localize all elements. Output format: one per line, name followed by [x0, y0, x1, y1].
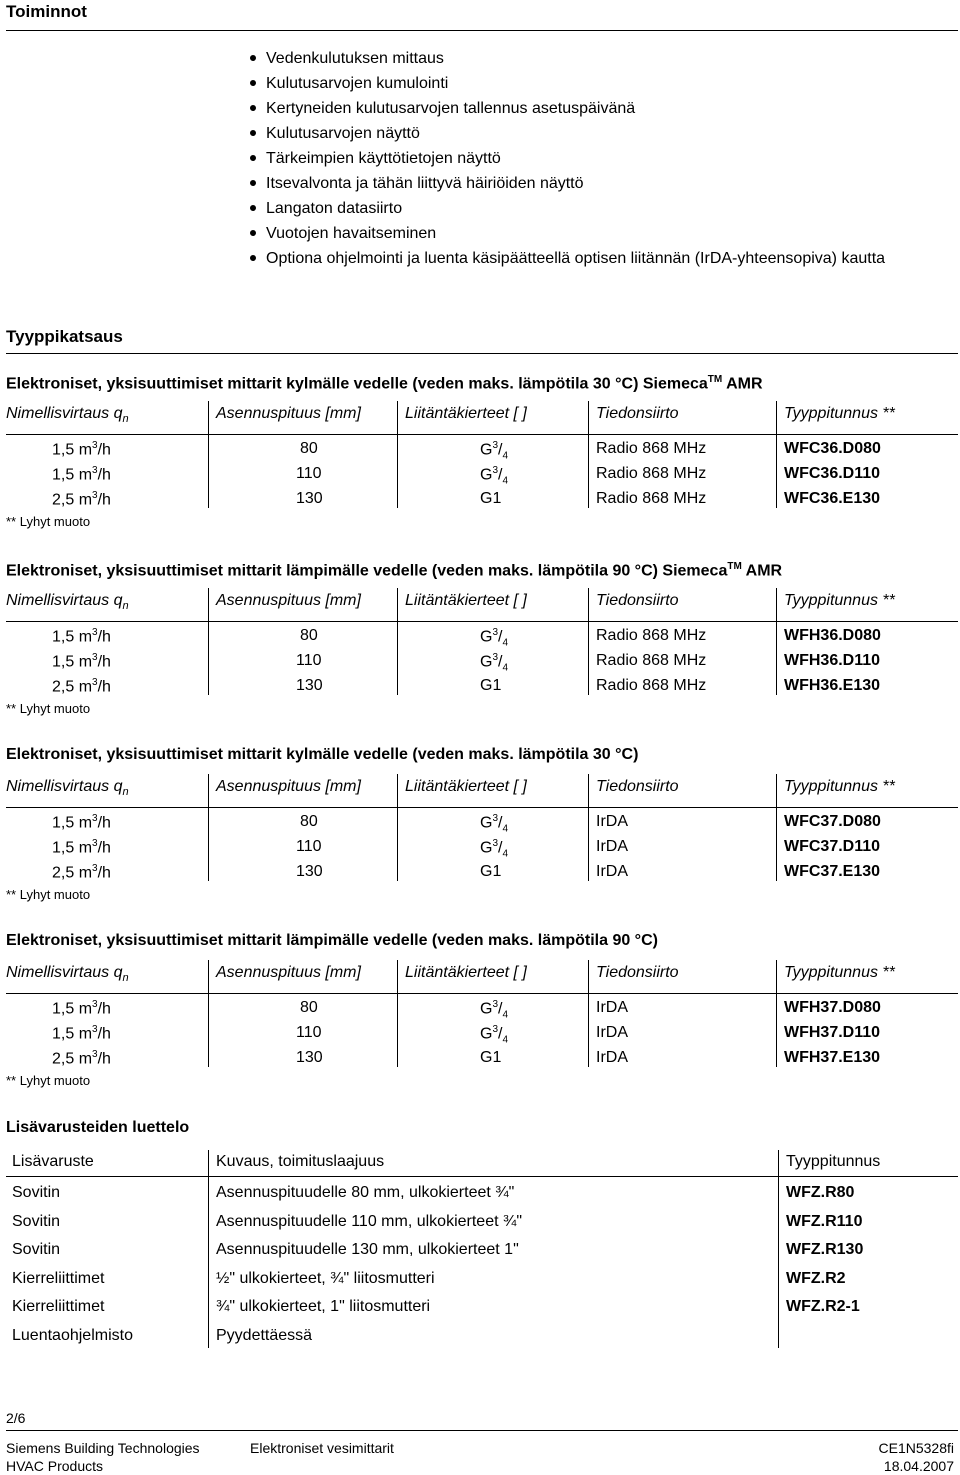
column-header-type	[784, 964, 895, 982]
subscript: n	[122, 600, 129, 613]
column-header: Tyyppitunnus	[786, 1153, 881, 1170]
subscript: 4	[502, 637, 509, 649]
column-header-transfer	[596, 964, 679, 982]
length-cell: 80	[300, 999, 318, 1016]
fraction-slash: /	[498, 628, 503, 646]
flow-value: 1,5 m	[52, 628, 93, 646]
column-header-thread	[405, 964, 527, 982]
column-header-thread	[405, 592, 527, 610]
section-title	[6, 374, 763, 393]
superscript: 3	[92, 490, 98, 501]
fraction-slash: /	[498, 1025, 503, 1043]
thread-letter: G	[480, 628, 493, 646]
header-text: Tyyppitunnus **	[784, 778, 895, 795]
subscript: n	[122, 413, 129, 426]
length-cell: 80	[300, 440, 318, 457]
type-code-cell: WFC37.D080	[784, 813, 881, 830]
column-divider	[208, 1150, 209, 1348]
flow-unit: /h	[97, 1050, 111, 1068]
thread-cell	[480, 999, 508, 1021]
column-header-transfer	[596, 778, 679, 796]
subscript: 4	[502, 848, 509, 860]
length-cell: 110	[296, 1024, 322, 1041]
transfer-cell: IrDA	[596, 999, 628, 1016]
type-code-cell: WFH37.D110	[784, 1024, 881, 1041]
accessory-name: Sovitin	[12, 1184, 61, 1201]
section-title-text: Elektroniset, yksisuuttimiset mittarit lämpimälle vedelle (veden maks. lämpötila 90 °C) Siemeca	[6, 562, 728, 580]
fraction-slash: /	[498, 814, 503, 832]
header-text: Asennuspituus [mm]	[216, 964, 361, 981]
fraction-slash: /	[498, 653, 503, 671]
superscript: 3	[92, 440, 98, 451]
header-text: Nimellisvirtaus q	[6, 592, 123, 609]
superscript: 3	[92, 1049, 98, 1060]
accessory-description: ½" ulkokierteet, ¾" liitosmutteri	[216, 1269, 435, 1287]
length-cell: 130	[296, 490, 323, 507]
superscript: 3	[92, 465, 98, 476]
footnote: ** Lyhyt muoto	[6, 1073, 91, 1088]
column-header-thread	[405, 405, 527, 423]
column-divider	[776, 774, 777, 881]
length-cell: 110	[296, 465, 322, 482]
column-divider	[588, 401, 589, 508]
section-title-suffix: AMR	[722, 375, 763, 393]
divider	[6, 621, 958, 622]
fraction-slash: /	[498, 1000, 503, 1018]
length-cell: 80	[300, 627, 318, 644]
column-divider	[397, 588, 398, 695]
superscript: 3	[92, 627, 98, 638]
accessory-name: Luentaohjelmisto	[12, 1326, 133, 1344]
flow-cell	[52, 838, 111, 857]
header-text: Liitäntäkierteet [ ]	[405, 592, 527, 609]
subscript: 4	[502, 1034, 509, 1046]
superscript: 3	[492, 813, 499, 824]
transfer-cell: Radio 868 MHz	[596, 440, 707, 457]
column-header-type	[784, 592, 895, 610]
accessory-name: Kierreliittimet	[12, 1298, 105, 1315]
thread-cell	[480, 627, 508, 649]
footer-company: Siemens Building Technologies	[6, 1440, 200, 1456]
superscript: 3	[92, 652, 98, 663]
flow-cell	[52, 1024, 111, 1043]
superscript: 3	[492, 627, 499, 638]
column-header-type	[784, 405, 895, 423]
accessory-description: Asennuspituudelle 130 mm, ulkokierteet 1"	[216, 1241, 519, 1258]
column-divider	[397, 960, 398, 1067]
transfer-cell: IrDA	[596, 1049, 628, 1066]
section-title	[6, 746, 638, 764]
header-text: Liitäntäkierteet [ ]	[405, 778, 527, 795]
transfer-cell: Radio 868 MHz	[596, 490, 707, 507]
flow-value: 2,5 m	[52, 491, 93, 509]
fraction-slash: /	[498, 466, 503, 484]
flow-unit: /h	[97, 653, 111, 671]
superscript: 3	[92, 863, 98, 874]
column-divider	[776, 588, 777, 695]
heading-lisavarusteet: Lisävarusteiden luettelo	[6, 1119, 190, 1136]
list-item: Kulutusarvojen näyttö	[250, 121, 930, 146]
thread-value: G1	[480, 863, 502, 880]
subscript: n	[122, 786, 129, 799]
header-text: Tyyppitunnus **	[784, 405, 895, 422]
column-divider	[397, 401, 398, 508]
transfer-cell: IrDA	[596, 863, 628, 880]
heading-toiminnot: Toiminnot	[6, 2, 87, 21]
type-code-cell: WFH36.D110	[784, 652, 881, 669]
column-divider	[588, 774, 589, 881]
list-item: Kulutusarvojen kumulointi	[250, 71, 930, 96]
type-code-cell: WFC36.E130	[784, 490, 881, 507]
flow-unit: /h	[97, 491, 111, 509]
length-cell: 130	[296, 1049, 323, 1066]
column-header: Lisävaruste	[12, 1153, 94, 1170]
column-divider	[397, 774, 398, 881]
superscript: 3	[92, 677, 98, 688]
subscript: 4	[502, 475, 509, 487]
divider	[6, 1430, 958, 1431]
header-text: Tiedonsiirto	[596, 405, 679, 422]
superscript: 3	[92, 813, 98, 824]
section-title	[6, 932, 658, 950]
type-code-cell: WFH37.D080	[784, 999, 881, 1016]
flow-cell	[52, 1049, 111, 1068]
column-divider	[588, 588, 589, 695]
length-cell: 110	[296, 652, 322, 669]
list-item: Vuotojen havaitseminen	[250, 221, 930, 246]
accessory-type-code: WFZ.R130	[786, 1241, 864, 1258]
superscript: 3	[92, 838, 98, 849]
column-header-transfer	[596, 592, 679, 610]
page-number: 2/6	[6, 1410, 26, 1426]
thread-letter: G	[480, 839, 493, 857]
header-text: Asennuspituus [mm]	[216, 592, 361, 609]
divider	[6, 353, 958, 354]
footnote: ** Lyhyt muoto	[6, 701, 91, 716]
heading-tyyppikatsaus: Tyyppikatsaus	[6, 327, 123, 346]
column-header-length	[216, 964, 361, 982]
transfer-cell: IrDA	[596, 813, 628, 830]
column-header-flow	[6, 592, 129, 612]
thread-letter: G	[480, 441, 493, 459]
column-header: Kuvaus, toimituslaajuus	[216, 1153, 385, 1170]
type-code-cell: WFH36.D080	[784, 627, 881, 644]
fraction-slash: /	[498, 839, 503, 857]
thread-letter: G	[480, 814, 493, 832]
column-divider	[776, 401, 777, 508]
transfer-cell: Radio 868 MHz	[596, 652, 707, 669]
column-divider	[778, 1150, 779, 1348]
accessory-description: Asennuspituudelle 110 mm, ulkokierteet ¾"	[216, 1212, 522, 1230]
flow-value: 1,5 m	[52, 839, 93, 857]
length-cell: 80	[300, 813, 318, 830]
footer-doc-title: Elektroniset vesimittarit	[250, 1440, 394, 1456]
subscript: 4	[502, 450, 509, 462]
subscript: n	[122, 972, 129, 985]
divider	[6, 807, 958, 808]
thread-value: G1	[480, 490, 502, 507]
trademark: TM	[707, 374, 723, 385]
header-text: Nimellisvirtaus q	[6, 964, 123, 981]
list-item: Vedenkulutuksen mittaus	[250, 46, 930, 71]
list-item: Optiona ohjelmointi ja luenta käsipäätteellä optisen liitännän (IrDA-yhteensopiva) kautta	[250, 246, 930, 271]
subscript: 4	[502, 823, 509, 835]
type-code-cell: WFC36.D110	[784, 465, 881, 482]
flow-value: 1,5 m	[52, 466, 93, 484]
section-title	[6, 561, 782, 580]
thread-cell	[480, 465, 508, 487]
superscript: 3	[492, 440, 499, 451]
accessory-type-code: WFZ.R110	[786, 1212, 863, 1230]
header-text: Liitäntäkierteet [ ]	[405, 405, 527, 422]
type-code-cell: WFC36.D080	[784, 440, 881, 457]
flow-cell	[52, 999, 111, 1018]
thread-letter: G	[480, 466, 493, 484]
column-divider	[208, 588, 209, 695]
type-code-cell: WFC37.E130	[784, 863, 881, 880]
transfer-cell: Radio 868 MHz	[596, 677, 707, 694]
type-code-cell: WFC37.D110	[784, 838, 881, 855]
superscript: 3	[492, 1024, 499, 1035]
flow-value: 2,5 m	[52, 864, 93, 882]
footnote: ** Lyhyt muoto	[6, 887, 91, 902]
header-text: Tiedonsiirto	[596, 964, 679, 981]
fraction-slash: /	[498, 441, 503, 459]
thread-cell	[480, 652, 508, 674]
trademark: TM	[727, 561, 742, 572]
footer-doc-id: CE1N5328fi	[878, 1440, 954, 1456]
thread-cell	[480, 677, 501, 695]
accessory-name: Sovitin	[12, 1212, 61, 1230]
list-item: Kertyneiden kulutusarvojen tallennus asetuspäivänä	[250, 96, 930, 121]
flow-value: 2,5 m	[52, 678, 93, 696]
list-item: Langaton datasiirto	[250, 196, 930, 221]
flow-cell	[52, 652, 111, 671]
thread-cell	[480, 490, 501, 508]
accessory-type-code: WFZ.R2	[786, 1269, 846, 1287]
section-title-suffix: AMR	[741, 562, 783, 580]
accessory-type-code: WFZ.R2-1	[786, 1298, 860, 1315]
flow-value: 1,5 m	[52, 1025, 93, 1043]
thread-cell	[480, 813, 508, 835]
divider	[6, 434, 958, 435]
flow-value: 2,5 m	[52, 1050, 93, 1068]
section-title-text: Elektroniset, yksisuuttimiset mittarit kylmälle vedelle (veden maks. lämpötila 30 °C) Siemeca	[6, 375, 708, 393]
column-header-length	[216, 592, 361, 610]
header-text: Tyyppitunnus **	[784, 592, 895, 609]
footer-date: 18.04.2007	[883, 1458, 954, 1474]
header-text: Tiedonsiirto	[596, 592, 679, 609]
accessory-description: Asennuspituudelle 80 mm, ulkokierteet ¾"	[216, 1184, 515, 1201]
column-header-flow	[6, 964, 129, 984]
column-divider	[588, 960, 589, 1067]
accessory-name: Sovitin	[12, 1241, 61, 1258]
transfer-cell: Radio 868 MHz	[596, 627, 707, 644]
header-text: Liitäntäkierteet [ ]	[405, 964, 527, 981]
flow-unit: /h	[97, 678, 111, 696]
footer-division: HVAC Products	[6, 1458, 103, 1474]
header-text: Tiedonsiirto	[596, 778, 679, 795]
thread-cell	[480, 1049, 501, 1067]
flow-unit: /h	[97, 864, 111, 882]
column-header-transfer	[596, 405, 679, 423]
transfer-cell: IrDA	[596, 838, 628, 855]
header-text: Asennuspituus [mm]	[216, 405, 361, 422]
transfer-cell: IrDA	[596, 1024, 628, 1041]
header-text: Nimellisvirtaus q	[6, 778, 123, 795]
divider	[6, 993, 958, 994]
flow-unit: /h	[97, 814, 111, 832]
thread-letter: G	[480, 653, 493, 671]
superscript: 3	[492, 652, 499, 663]
thread-letter: G	[480, 1025, 493, 1043]
flow-cell	[52, 813, 111, 832]
divider	[6, 1176, 958, 1177]
column-header-length	[216, 405, 361, 423]
flow-cell	[52, 863, 111, 882]
accessory-description: ¾" ulkokierteet, 1" liitosmutteri	[216, 1298, 431, 1315]
feature-list	[250, 46, 930, 271]
type-code-cell: WFH37.E130	[784, 1049, 881, 1066]
superscript: 3	[92, 1024, 98, 1035]
accessory-type-code: WFZ.R80	[786, 1184, 855, 1201]
thread-letter: G	[480, 1000, 493, 1018]
accessory-name: Kierreliittimet	[12, 1269, 105, 1287]
flow-cell	[52, 490, 111, 509]
flow-cell	[52, 465, 111, 484]
flow-unit: /h	[97, 1000, 111, 1018]
flow-unit: /h	[97, 1025, 111, 1043]
thread-cell	[480, 838, 508, 860]
subscript: 4	[502, 662, 509, 674]
thread-value: G1	[480, 1049, 502, 1066]
column-header-length	[216, 778, 361, 796]
column-header-type	[784, 778, 895, 796]
column-divider	[208, 960, 209, 1067]
column-divider	[776, 960, 777, 1067]
length-cell: 130	[296, 863, 323, 880]
superscript: 3	[492, 838, 499, 849]
thread-cell	[480, 1024, 508, 1046]
column-header-flow	[6, 778, 129, 798]
flow-value: 1,5 m	[52, 653, 93, 671]
superscript: 3	[92, 999, 98, 1010]
thread-value: G1	[480, 677, 502, 694]
header-text: Nimellisvirtaus q	[6, 405, 123, 422]
flow-unit: /h	[97, 839, 111, 857]
column-header-flow	[6, 405, 129, 425]
list-item: Tärkeimpien käyttötietojen näyttö	[250, 146, 930, 171]
column-header-thread	[405, 778, 527, 796]
flow-cell	[52, 627, 111, 646]
thread-cell	[480, 440, 508, 462]
flow-cell	[52, 677, 111, 696]
flow-unit: /h	[97, 441, 111, 459]
subscript: 4	[502, 1009, 509, 1021]
thread-cell	[480, 863, 501, 881]
header-text: Asennuspituus [mm]	[216, 778, 361, 795]
superscript: 3	[492, 465, 499, 476]
column-divider	[208, 774, 209, 881]
header-text: Tyyppitunnus **	[784, 964, 895, 981]
flow-unit: /h	[97, 628, 111, 646]
flow-value: 1,5 m	[52, 441, 93, 459]
transfer-cell: Radio 868 MHz	[596, 465, 707, 482]
section-title-text: Elektroniset, yksisuuttimiset mittarit lämpimälle vedelle (veden maks. lämpötila 90 °C)	[6, 932, 658, 949]
length-cell: 130	[296, 677, 323, 694]
footnote: ** Lyhyt muoto	[6, 514, 91, 529]
column-divider	[208, 401, 209, 508]
superscript: 3	[492, 999, 499, 1010]
section-title-text: Elektroniset, yksisuuttimiset mittarit kylmälle vedelle (veden maks. lämpötila 30 °C)	[6, 746, 639, 763]
length-cell: 110	[296, 838, 322, 855]
flow-value: 1,5 m	[52, 814, 93, 832]
flow-unit: /h	[97, 466, 111, 484]
list-item: Itsevalvonta ja tähän liittyvä häiriöiden näyttö	[250, 171, 930, 196]
type-code-cell: WFH36.E130	[784, 677, 881, 694]
flow-value: 1,5 m	[52, 1000, 93, 1018]
accessory-description: Pyydettäessä	[216, 1326, 313, 1344]
divider	[6, 30, 958, 31]
flow-cell	[52, 440, 111, 459]
